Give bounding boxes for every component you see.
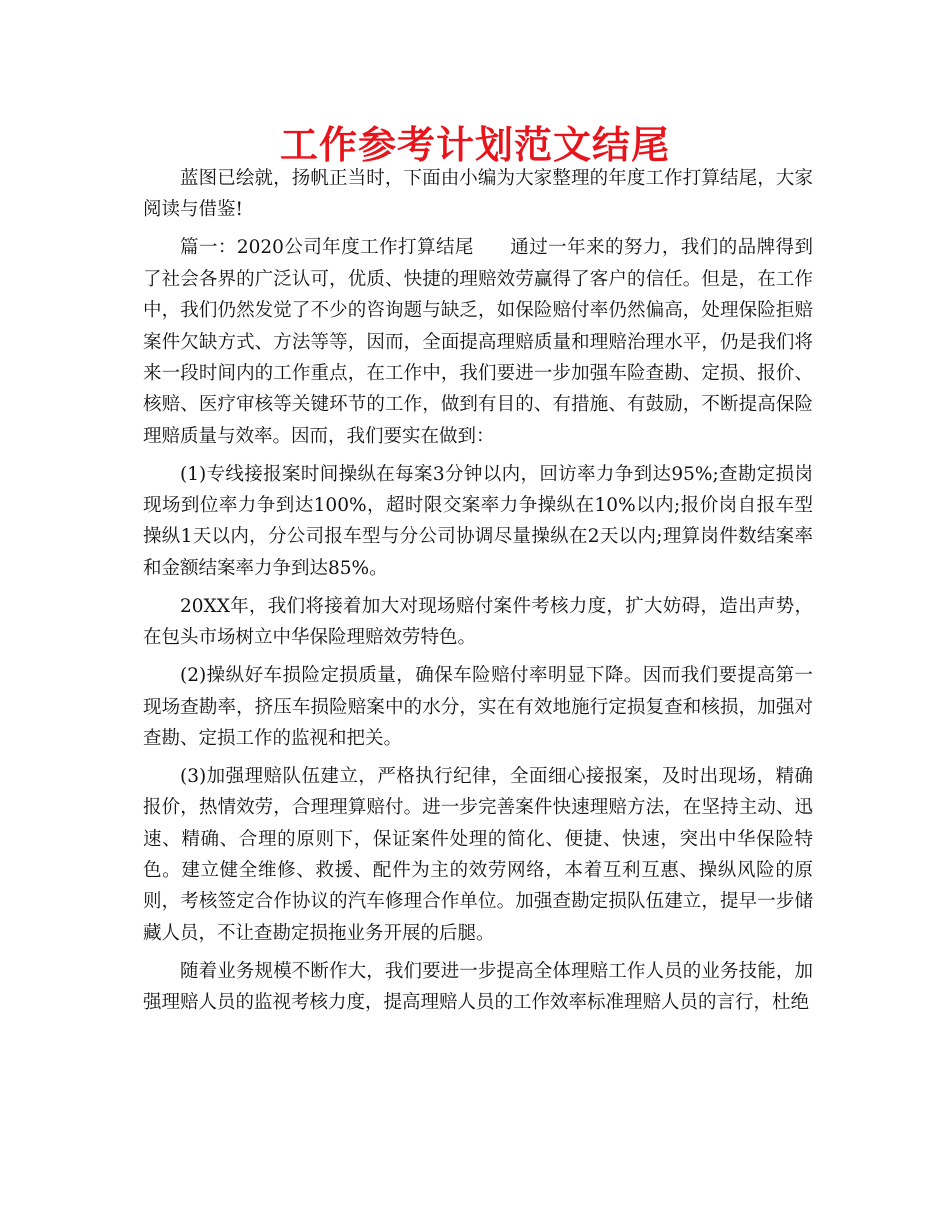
paragraph-article-one: [143, 232, 813, 452]
article-heading: 篇一：2020公司年度工作打算结尾: [180, 237, 474, 259]
paragraph-closing: 随着业务规模不断作大，我们要进一步提高全体理赔工作人员的业务技能，加强理赔人员的监视考核力度，提高理赔人员的工作效率标准理赔人员的言行，杜绝: [143, 960, 813, 1014]
paragraph-item-3: (3)加强理赔队伍建立，严格执行纪律，全面细心接报案，及时出现场，精确报价，热情效劳，合理理算赔付。进一步完善案件快速理赔方法，在坚持主动、迅速、精确、合理的原则下，保证案件处理的简化、便捷、快速，突出中华保险特色。建立健全维修、救援、配件为主的效劳网络，本着互利互惠、操纵风险的原则，考核签定合作协议的汽车修理合作单位。加强查勘定损队伍建立，提早一步储藏人员，不让查勘定损拖业务开展的后腿。: [143, 765, 813, 944]
paragraph-item-1: (1)专线接报案时间操纵在每案3分钟以内，回访率力争到达95%;查勘定损岗现场到位率力争到达100%，超时限交案率力争操纵在10%以内;报价岗自报车型操纵1天以内，分公司报车型与分公司协调尽量操纵在2天以内;理算岗件数结案率和金额结案率力争到达85%。: [143, 463, 813, 579]
document-title: 工作参考计划范文结尾: [279, 123, 670, 167]
paragraph-intro: 蓝图已绘就，扬帆正当时，下面由小编为大家整理的年度工作打算结尾，大家阅读与借鉴!: [143, 168, 813, 221]
article-text: 通过一年来的努力，我们的品牌得到了社会各界的广泛认可，优质、快捷的理赔效劳赢得了客户的信任。但是，在工作中，我们仍然发觉了不少的咨询题与缺乏，如保险赔付率仍然偏高，处理保险拒赔案件欠缺方式、方法等等，因而，全面提高理赔质量和理赔治理水平，仍是我们将来一段时间内的工作重点，在工作中，我们要进一步加强车险查勘、定损、报价、核赔、医疗审核等关键环节的工作，做到有目的、有措施、有鼓励，不断提高保险理赔质量与效率。因而，我们要实在做到：: [143, 237, 813, 447]
document-body: [143, 163, 813, 1025]
paragraph-year-plan: 20XX年，我们将接着加大对现场赔付案件考核力度，扩大妨碍，造出声势，在包头市场树立中华保险理赔效劳特色。: [143, 595, 813, 649]
paragraph-item-2: (2)操纵好车损险定损质量，确保车险赔付率明显下降。因而我们要提高第一现场查勘率，挤压车损险赔案中的水分，实在有效地施行定损复查和核损，加强对查勘、定损工作的监视和把关。: [143, 665, 813, 749]
